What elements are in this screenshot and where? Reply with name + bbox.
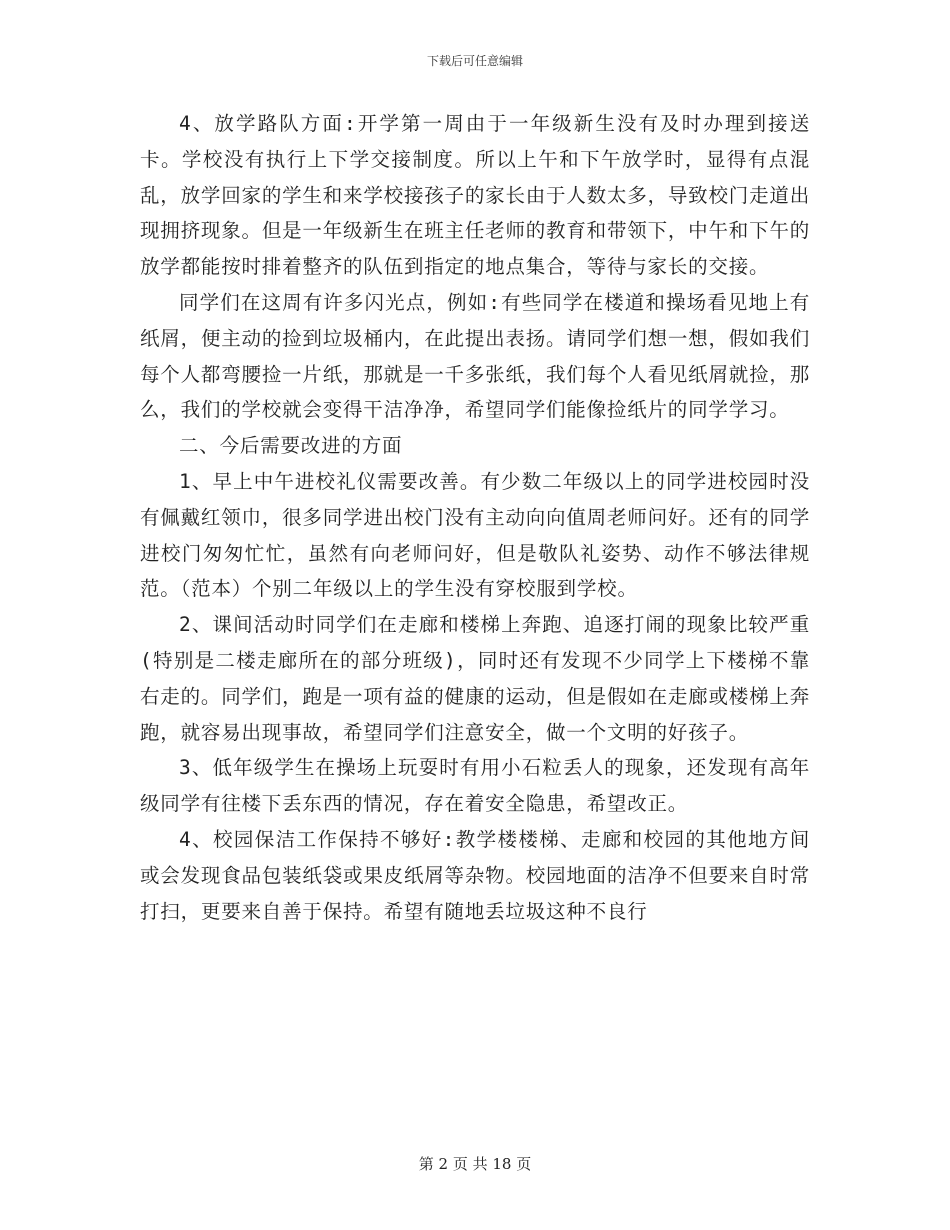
section-heading-improvements: 二、今后需要改进的方面 [179,434,403,458]
paragraph-corridor-safety: 2、课间活动时同学们在走廊和楼梯上奔跑、追逐打闹的现象比较严重(特别是二楼走廊所在的部分班级)，同时还有发现不少同学上下楼梯不靠右走的。同学们，跑是一项有益的健康的运动，但是假如在走廊或楼梯上奔跑，就容易出现事故，希望同学们注意安全，做一个文明的好孩子。 [140,613,810,744]
paragraph-etiquette: 1、早上中午进校礼仪需要改善。有少数二年级以上的同学进校园时没有佩戴红领巾，很多同学进出校门没有主动向向值周老师问好。还有的同学进校门匆匆忙忙，虽然有向老师问好，但是敬队礼姿势、动作不够法律规范。（范本）个别二年级以上的学生没有穿校服到学校。 [140,469,810,601]
page-header: 下载后可任意编辑 [426,54,523,68]
paragraph-playground-safety: 3、低年级学生在操场上玩耍时有用小石粒丢人的现象，还发现有高年级同学有往楼下丢东西的情况，存在着安全隐患，希望改正。 [140,756,810,816]
page-number: 第 2 页 共 18 页 [418,1155,532,1173]
paragraph-highlights: 同学们在这周有许多闪光点，例如:有些同学在楼道和操场看见地上有纸屑，便主动的捡到垃圾桶内，在此提出表扬。请同学们想一想，假如我们每个人都弯腰捡一片纸，那就是一千多张纸，我们每个人看见纸屑就捡，那么，我们的学校就会变得干洁净净，希望同学们能像捡纸片的同学学习。 [140,290,810,422]
paragraph-cleanliness: 4、校园保洁工作保持不够好:教学楼楼梯、走廊和校园的其他地方间或会发现食品包装纸袋或果皮纸屑等杂物。校园地面的洁净不但要来自时常打扫，更要来自善于保持。希望有随地丢垃圾这种不良行 [140,827,810,923]
document-body [140,106,810,929]
paragraph-dismissal-queue: 4、放学路队方面:开学第一周由于一年级新生没有及时办理到接送卡。学校没有执行上下学交接制度。所以上午和下午放学时，显得有点混乱，放学回家的学生和来学校接孩子的家长由于人数太多，导致校门走道出现拥挤现象。但是一年级新生在班主任老师的教育和带领下，中午和下午的放学都能按时排着整齐的队伍到指定的地点集合，等待与家长的交接。 [140,112,810,279]
